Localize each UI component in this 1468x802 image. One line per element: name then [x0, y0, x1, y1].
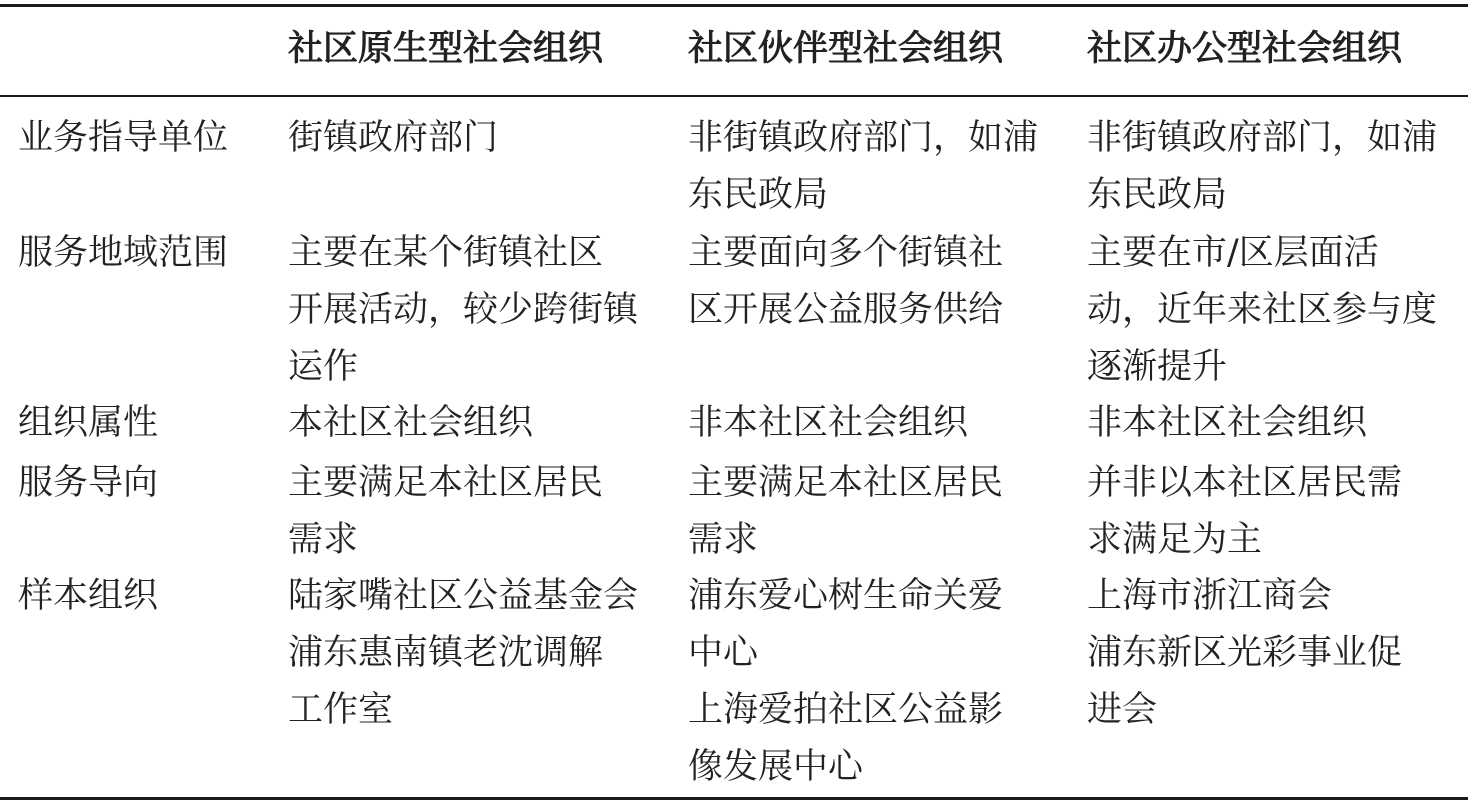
table-bottom-rule	[0, 797, 1468, 800]
table-cell: 主要在某个街镇社区 开展活动，较少跨街镇 运作	[288, 233, 639, 387]
table-top-rule	[0, 4, 1468, 7]
table-cell: 非街镇政府部门，如浦 东民政局	[1087, 118, 1438, 215]
row-label-org-attribute: 组织属性	[18, 403, 159, 443]
table-cell: 本社区社会组织	[288, 403, 534, 443]
table-header-rule	[0, 95, 1468, 97]
table-cell: 主要在市/区层面活 动，近年来社区参与度 逐渐提升	[1087, 233, 1438, 387]
header-partner-org: 社区伙伴型社会组织	[688, 29, 1004, 69]
table-cell: 非本社区社会组织	[688, 403, 969, 443]
table-cell: 非街镇政府部门，如浦 东民政局	[688, 118, 1039, 215]
header-office-org: 社区办公型社会组织	[1087, 29, 1403, 69]
table-cell: 街镇政府部门	[288, 118, 499, 158]
table-cell: 主要满足本社区居民 需求	[288, 463, 604, 560]
table-cell: 非本社区社会组织	[1087, 403, 1368, 443]
row-label-sample-orgs: 样本组织	[18, 576, 159, 616]
row-label-service-area: 服务地域范围	[18, 233, 229, 273]
table-cell: 主要面向多个街镇社 区开展公益服务供给	[688, 233, 1004, 330]
table-cell: 并非以本社区居民需 求满足为主	[1087, 463, 1403, 560]
table-cell: 上海市浙江商会 浦东新区光彩事业促 进会	[1087, 576, 1403, 730]
row-label-service-orientation: 服务导向	[18, 463, 159, 503]
table-cell: 浦东爱心树生命关爱 中心 上海爱拍社区公益影 像发展中心	[688, 576, 1004, 787]
header-native-org: 社区原生型社会组织	[288, 29, 604, 69]
row-label-guidance-unit: 业务指导单位	[18, 118, 229, 158]
table-cell: 主要满足本社区居民 需求	[688, 463, 1004, 560]
table-cell: 陆家嘴社区公益基金会 浦东惠南镇老沈调解 工作室	[288, 576, 639, 730]
